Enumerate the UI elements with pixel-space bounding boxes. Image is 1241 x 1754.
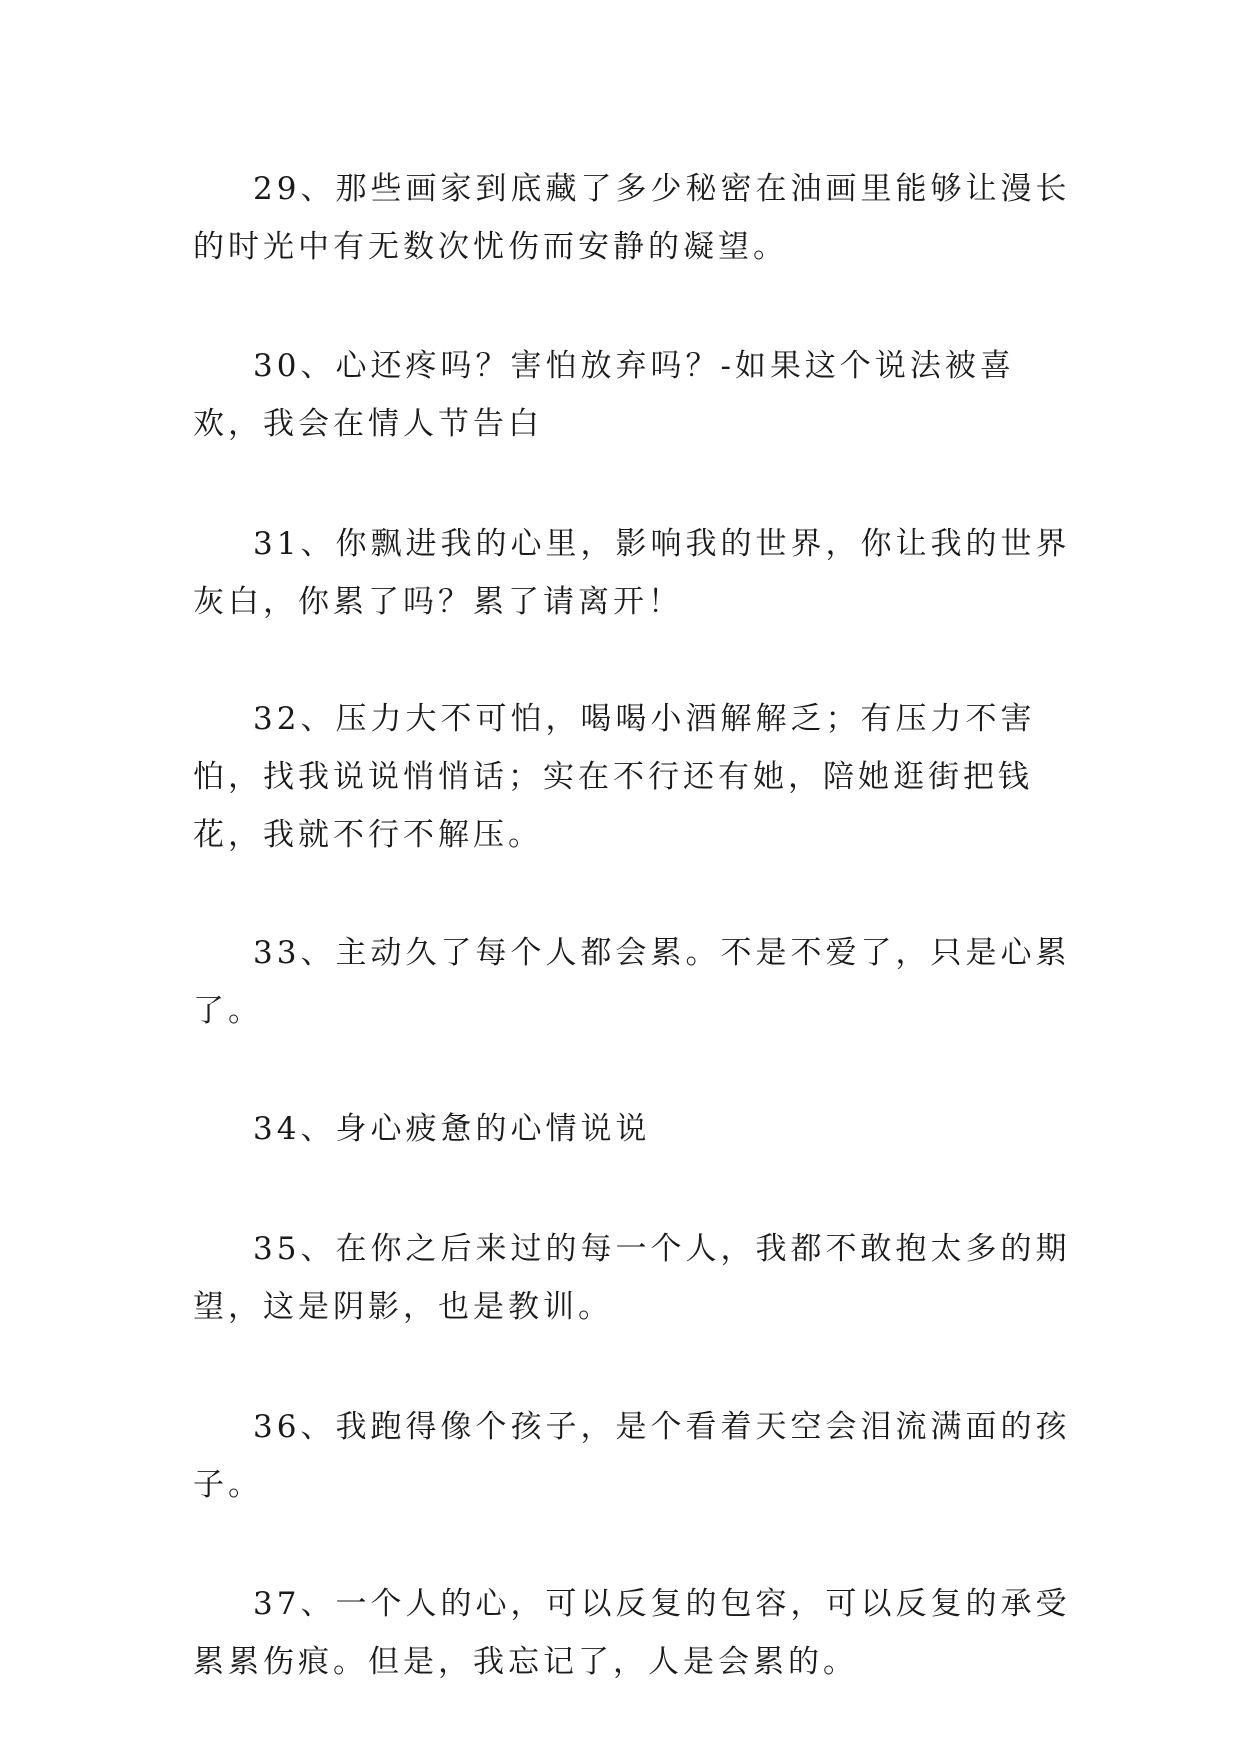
paragraph-34: 34、身心疲惫的心情说说 bbox=[253, 1111, 651, 1147]
paragraph-31: 31、你飘进我的心里，影响我的世界，你让我的世界灰白，你累了吗？累了请离开！ bbox=[193, 526, 1071, 620]
paragraph-37: 37、一个人的心，可以反复的包容，可以反复的承受累累伤痕。但是，我忘记了，人是会累的。 bbox=[193, 1586, 1071, 1680]
paragraph-35: 35、在你之后来过的每一个人，我都不敢抱太多的期望，这是阴影，也是教训。 bbox=[193, 1231, 1071, 1325]
paragraph-36: 36、我跑得像个孩子，是个看着天空会泪流满面的孩子。 bbox=[193, 1409, 1071, 1503]
paragraph-30: 30、心还疼吗？害怕放弃吗？-如果这个说法被喜欢，我会在情人节告白 bbox=[193, 348, 1015, 442]
paragraph-33: 33、主动久了每个人都会累。不是不爱了，只是心累了。 bbox=[193, 935, 1071, 1029]
paragraph-29: 29、那些画家到底藏了多少秘密在油画里能够让漫长的时光中有无数次忧伤而安静的凝望。 bbox=[193, 171, 1071, 265]
document-body bbox=[193, 160, 1073, 1691]
paragraph-32: 32、压力大不可怕，喝喝小酒解解乏；有压力不害怕，找我说说悄悄话；实在不行还有她，陪她逛街把钱花，我就不行不解压。 bbox=[193, 701, 1036, 853]
